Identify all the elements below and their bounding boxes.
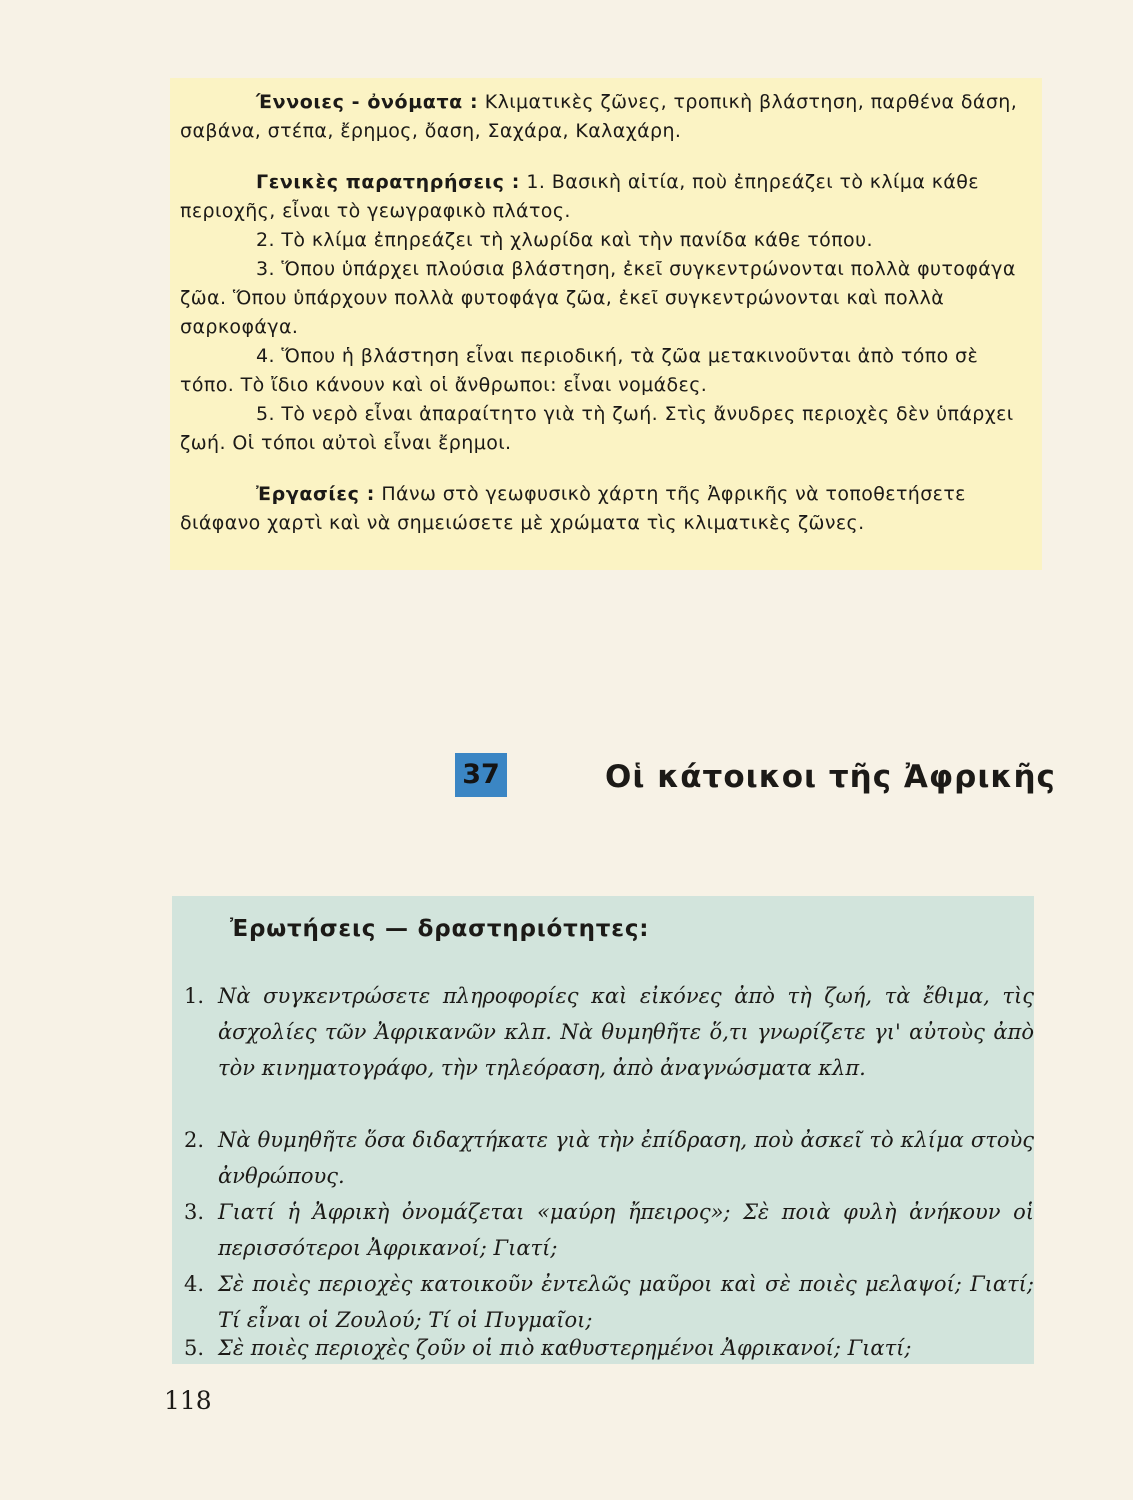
questions-heading: Ἐρωτήσεις — δραστηριότητες: [230,916,650,942]
concepts-paragraph [180,88,1038,146]
question-item [172,1194,1034,1266]
question-text: Νὰ θυμηθῆτε ὅσα διδαχτήκατε γιὰ τὴν ἐπίδραση, ποὺ ἀσκεῖ τὸ κλίμα στοὺς ἀνθρώπους. [218,1128,1034,1188]
question-number: 1. [184,984,205,1008]
question-number: 5. [184,1336,205,1360]
question-item [172,1122,1034,1194]
observation-1 [180,168,1038,226]
summary-box [170,78,1042,570]
chapter-title: Οἱ κάτοικοι τῆς Ἀφρικῆς [605,759,1056,795]
question-item [172,1266,1034,1338]
observation-text-1: 1. Βασικὴ αἰτία, ποὺ ἐπηρεάζει τὸ κλίμα κάθε περιοχῆς, εἶναι τὸ γεωγραφικὸ πλάτος. [180,171,979,222]
page-number: 118 [164,1386,212,1415]
tasks-text: Πάνω στὸ γεωφυσικὸ χάρτη τῆς Ἀφρικῆς νὰ τοποθετήσετε διάφανο χαρτὶ καὶ νὰ σημειώσετε μὲ χρώματα τὶς κλιματικὲς ζῶνες. [180,483,966,534]
observation-2: 2. Τὸ κλίμα ἐπηρεάζει τὴ χλωρίδα καὶ τὴν πανίδα κάθε τόπου. [256,229,873,251]
question-number: 4. [184,1272,205,1296]
tasks-label: Ἐργασίες : [256,483,375,505]
observation-4: 4. Ὅπου ἡ βλάστηση εἶναι περιοδική, τὰ ζῶα μετακινοῦνται ἀπὸ τόπο σὲ τόπο. Τὸ ἴδιο κάνουν καὶ οἱ ἄνθρωποι: εἶναι νομάδες. [180,345,979,396]
question-text: Σὲ ποιὲς περιοχὲς κατοικοῦν ἐντελῶς μαῦροι καὶ σὲ ποιὲς μελαψοί; Γιατί; Τί εἶναι οἱ Ζουλού; Τί οἱ Πυγμαῖοι; [218,1272,1034,1332]
question-number: 3. [184,1200,205,1224]
questions-box [172,896,1034,1364]
observation-5: 5. Τὸ νερὸ εἶναι ἀπαραίτητο γιὰ τὴ ζωή. Στὶς ἄνυδρες περιοχὲς δὲν ὑπάρχει ζωή. Οἱ τόποι αὐτοὶ εἶναι ἔρημοι. [180,403,1014,454]
chapter-number-badge: 37 [455,753,507,797]
tasks-paragraph [180,480,1038,538]
question-text: Γιατί ἡ Ἀφρικὴ ὀνομάζεται «μαύρη ἤπειρος»; Σὲ ποιὰ φυλὴ ἀνήκουν οἱ περισσότεροι Ἀφρικανοί; Γιατί; [218,1200,1034,1260]
question-text: Σὲ ποιὲς περιοχὲς ζοῦν οἱ πιὸ καθυστερημένοι Ἀφρικανοί; Γιατί; [218,1336,912,1360]
concepts-label: Έννοιες - ὀνόματα : [256,91,479,113]
observations-label: Γενικὲς παρατηρήσεις : [256,171,520,193]
question-item [172,978,1034,1086]
question-number: 2. [184,1128,205,1152]
chapter-header [0,745,1133,815]
question-item [172,1330,1034,1366]
observation-3: 3. Ὅπου ὑπάρχει πλούσια βλάστηση, ἐκεῖ συγκεντρώνονται πολλὰ φυτοφάγα ζῶα. Ὅπου ὑπάρχουν πολλὰ φυτοφάγα ζῶα, ἐκεῖ συγκεντρώνονται καὶ πολλὰ σαρκοφάγα. [180,258,1016,338]
question-text: Νὰ συγκεντρώσετε πληροφορίες καὶ εἰκόνες ἀπὸ τὴ ζωή, τὰ ἔθιμα, τὶς ἀσχολίες τῶν Ἀφρικανῶν κλπ. Νὰ θυμηθῆτε ὅ,τι γνωρίζετε γι' αὐτοὺς ἀπὸ τὸν κινηματογράφο, τὴν τηλεόραση, ἀπὸ ἀναγνώσματα κλπ. [218,984,1034,1080]
concepts-text: Κλιματικὲς ζῶνες, τροπικὴ βλάστηση, παρθένα δάση, σαβάνα, στέπα, ἔρημος, ὄαση, Σαχάρα, Καλαχάρη. [180,91,1018,142]
